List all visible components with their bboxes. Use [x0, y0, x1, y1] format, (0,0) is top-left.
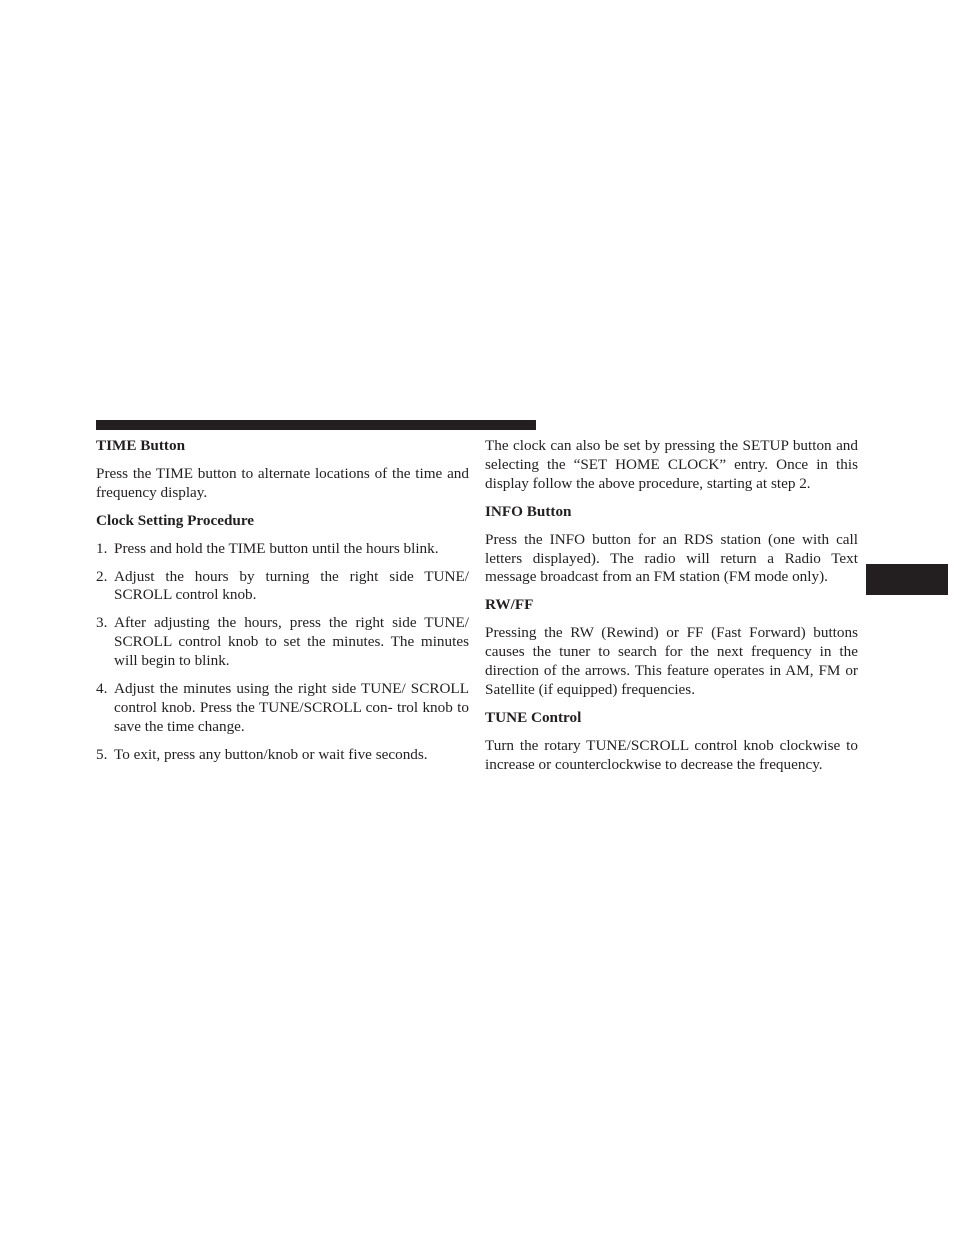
- step-item: [96, 540, 469, 559]
- step-item: [96, 680, 469, 737]
- step-text: To exit, press any button/knob or wait five seconds.: [114, 745, 428, 763]
- step-text: Adjust the minutes using the right side TUNE/ SCROLL control knob. Press the TUNE/SCROLL con- trol knob to save the time change.: [114, 680, 469, 735]
- step-item: [96, 614, 469, 671]
- step-item: [96, 568, 469, 606]
- step-text: Adjust the hours by turning the right side TUNE/ SCROLL control knob.: [114, 567, 469, 604]
- setup-clock-text: The clock can also be set by pressing the SETUP button and selecting the “SET HOME CLOCK” entry. Once in this display follow the above procedure, starting at step 2.: [485, 437, 858, 492]
- step-text: Press and hold the TIME button until the hours blink.: [114, 539, 439, 557]
- tune-control-text: Turn the rotary TUNE/SCROLL control knob clockwise to increase or counterclockwise to decrease the frequency.: [485, 736, 858, 773]
- rwff-text: Pressing the RW (Rewind) or FF (Fast Forward) buttons causes the tuner to search for the next frequency in the direction of the arrows. This feature operates in AM, FM or Satellite (if equipped) frequencies.: [485, 624, 858, 698]
- step-number: 1.: [96, 539, 108, 557]
- step-number: 3.: [96, 614, 108, 632]
- tune-control-heading: TUNE Control: [485, 708, 582, 726]
- rwff-heading: RW/FF: [485, 596, 534, 614]
- info-button-text: Press the INFO button for an RDS station (one with call letters displayed). The radio will return a Radio Text message broadcast from an FM station (FM mode only).: [485, 530, 858, 586]
- step-number: 2.: [96, 567, 108, 585]
- right-column: [485, 437, 858, 784]
- info-button-heading: INFO Button: [485, 502, 572, 520]
- clock-setting-steps: [96, 540, 469, 765]
- clock-setting-heading: Clock Setting Procedure: [96, 511, 255, 529]
- step-number: 4.: [96, 680, 108, 698]
- step-number: 5.: [96, 745, 108, 763]
- left-column: [96, 437, 469, 774]
- step-item: [96, 746, 469, 765]
- time-button-text: Press the TIME button to alternate locations of the time and frequency display.: [96, 464, 469, 501]
- chapter-tab-marker: [866, 564, 948, 595]
- section-top-rule: [96, 420, 536, 430]
- step-text: After adjusting the hours, press the right side TUNE/ SCROLL control knob to set the minutes. The minutes will begin to blink.: [114, 614, 469, 670]
- time-button-heading: TIME Button: [96, 437, 186, 454]
